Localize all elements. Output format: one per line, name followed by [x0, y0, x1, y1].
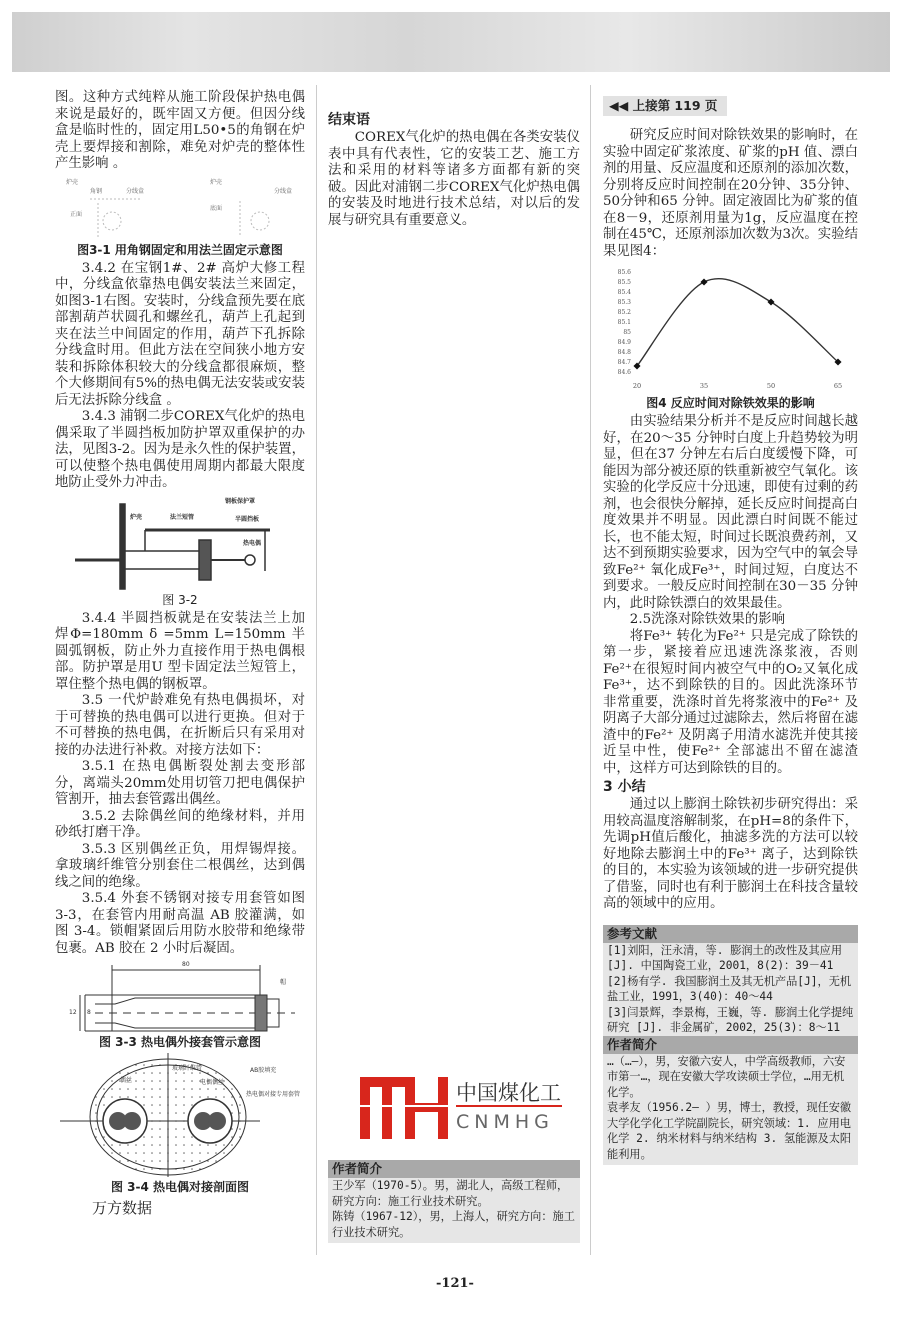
x-tick-label: 50 — [766, 382, 776, 390]
watermark-text-en: CNMHG — [456, 1111, 554, 1133]
fig-label: 热电偶对接专用套管 — [246, 1091, 301, 1098]
fig-label: 半圆挡板 — [235, 515, 260, 523]
mh-logo-mark — [360, 1077, 452, 1139]
y-tick-label: 84.9 — [617, 339, 631, 346]
page-number: -121- — [436, 1276, 474, 1291]
y-tick-label: 85 — [623, 329, 631, 336]
left-column — [55, 90, 305, 1218]
author-info-title: 作者简介 — [603, 1036, 858, 1054]
paragraph: 3.4.2 在宝钢1#、2# 高炉大修工程中，分线盒依靠热电偶安装法兰来固定，如图3-1右图。安装时，分线盒预先要在底部割葫芦状圆孔和螺丝孔，葫芦上孔起到夹在法兰中间固定的作用，葫芦下孔拆除分线盒时用。但此方法在空间狭小地方安装和拆除体积较大的分线盒都很麻烦，整个大修期间有5%的热电偶无法安装或安装后无法拆除分线盒 。 — [55, 260, 305, 408]
figure-3-3 — [69, 961, 300, 1033]
fig-label: AB胶填充 — [250, 1067, 277, 1074]
references-box — [603, 925, 858, 1166]
paragraph: 3.4.4 半圆挡板就是在安装法兰上加焊Φ=180mm δ =5mm L=150mm 半圆弧钢板，防止外力直接作用于热电偶根部。防护罩是用U 型卡固定法兰短管上，罩住整个热电偶的钢板罩。 — [55, 610, 305, 692]
figure-3-4-caption: 图 3-4 热电偶对接剖面图 — [110, 1180, 250, 1194]
figure-3-3-drawing — [75, 961, 300, 1033]
paragraph: COREX气化炉的热电偶在各类安装仪表中具有代表性，它的安装工艺、施工方法和采用的材料等诸多方面都有新的突破。因此对浦钢二步COREX气化炉热电偶的安装及时地进行技术总结，对以后的发展与研究具有重要意义。 — [328, 130, 580, 228]
figure-3-1-caption: 图3-1 用角钢固定和用法兰固定示意图 — [77, 242, 283, 257]
fig-label: 8 — [87, 1009, 91, 1016]
x-tick-label: 65 — [833, 382, 843, 390]
page-header-band — [12, 12, 890, 72]
paragraph: 3.5 一代炉龄难免有热电偶损坏，对于可替换的热电偶可以进行更换。但对于不可替换的热电偶，在折断后只有采用对接的办法进行补救。对接方法如下： — [55, 693, 305, 758]
paragraph: 将Fe³⁺ 转化为Fe²⁺ 只是完成了除铁的第一步，紧接着应迅速洗涤浆液，否则Fe²⁺在很短时间内被空气中的O₂又氧化成Fe³⁺，达不到除铁的目的。因此洗涤环节非常重要，洗涤时首先将浆液中的Fe²⁺ 及阴离子大部分通过过滤除去，然后将留在滤渣中的Fe²⁺ 及阴离子用清水滤洗并使其接近呈中性，使Fe²⁺ 全部滤出不留在滤渣中，这样方可达到除铁的目的。 — [603, 628, 858, 776]
fig-label: 炉壳 — [210, 178, 223, 186]
figure-3-1 — [60, 177, 300, 241]
fig-label: 热电偶 — [243, 539, 262, 547]
author-line: 陈铸（1967-12），男，上海人，研究方向：施工行业技术研究。 — [332, 1210, 575, 1239]
y-tick-label: 85.1 — [617, 319, 631, 326]
author-line: 王少军（1970-5）。男，湖北人，高级工程师，研究方向：施工行业技术研究。 — [332, 1179, 569, 1208]
fig-label: 帽 — [280, 979, 287, 986]
x-tick-label: 35 — [699, 382, 709, 390]
chart-figure-4 — [603, 266, 853, 394]
paragraph: 研究反应时间对除铁效果的影响时，在实验中固定矿浆浓度、矿浆的pH 值、漂白剂的用量、反应温度和还原剂的添加次数，分别将反应时间控制在20分钟、35分钟、50分钟和65 分钟。固定液固比为矿浆的值在8－9，还原剂用量为1g，反应温度在控制在45℃，还原剂添加次数为3次。实验结果见图4： — [603, 128, 858, 259]
middle-column — [328, 110, 580, 229]
fig-label: 分线盒 — [274, 187, 293, 195]
fig-label: 偶丝 — [120, 1077, 133, 1084]
figure-3-1-drawing — [60, 177, 300, 241]
author-info-title: 作者简介 — [328, 1160, 580, 1178]
series-line — [637, 279, 838, 366]
y-tick-label: 84.7 — [617, 359, 631, 366]
watermark-rule — [456, 1105, 562, 1107]
fig-label: 炉壳 — [66, 178, 79, 186]
column-divider — [316, 85, 317, 1255]
paragraph: 图。这种方式纯粹从施工阶段保护热电偶来说是最好的，既牢固又方便。但因分线盒是临时性的，固定用L50•5的角钢在炉壳上要焊接和割除，难免对炉壳的整体性产生影响 。 — [55, 90, 305, 171]
y-tick-label: 85.6 — [617, 269, 631, 276]
reference-item: [2]杨有学. 我国膨润土及其无机产品[J]，无机盐工业，1991，3(40)：40～44 — [607, 974, 852, 1003]
data-point — [767, 298, 774, 305]
author-line: 袁孝友（1956.2— ）男，博士，教授，现任安徽大学化学化工学院副院长，研究领域：1. 应用电化学 2. 纳米材料与纳米结构 3. 氢能源及太阳能利用。 — [607, 1101, 852, 1161]
fig-label: 法兰短管 — [170, 513, 195, 521]
fig-label: 分线盒 — [126, 187, 145, 195]
paragraph: 3.5.4 外套不锈钢对接专用套管如图3-3，在套管内用耐高温 AB 胶灌满，如图 3-4。锁帽紧固后用防水胶带和绝缘带包裹。AB 胶在 2 小时后凝固。 — [55, 891, 305, 956]
author-info-box — [328, 1160, 580, 1243]
right-column — [603, 96, 858, 1165]
data-point — [700, 278, 707, 285]
source-label: 万方数据 — [92, 1199, 153, 1217]
fig-label: 正面 — [70, 210, 83, 218]
watermark-text-cn: 中国煤化工 — [456, 1081, 561, 1105]
fig-label: 80 — [182, 961, 190, 968]
paragraph: 3.5.3 区别偶丝正负，用焊锡焊接。拿玻璃纤维管分别套住二根偶丝，达到偶线之间的绝缘。 — [55, 841, 305, 890]
continued-from-label — [603, 96, 727, 116]
section-heading-3: 3 小结 — [603, 779, 646, 795]
y-tick-label: 85.3 — [617, 299, 631, 306]
paragraph: 3.5.1 在热电偶断裂处割去变形部分，离端头20mm处用切管刀把电偶保护管割开，抽去套管露出偶丝。 — [55, 759, 305, 807]
y-tick-label: 84.8 — [617, 349, 631, 356]
paragraph: 3.5.2 去除偶丝间的绝缘材料，并用砂纸打磨干净。 — [55, 808, 305, 840]
reference-item: [3]闫景辉，李景梅，王巍，等. 膨润土化学提纯研究 [J]. 非金属矿，2002，25(3)：8～11 — [607, 1005, 854, 1034]
continued-text: 上接第 119 页 — [632, 98, 718, 113]
fig-label: 玻璃纤维管 — [172, 1065, 203, 1072]
paragraph: 通过以上膨润土除铁初步研究得出：采用较高温度溶解制浆，在pH=8的条件下，先调pH值后酸化，抽滤多洗的方法可以较好地除去膨润土中的Fe³⁺ 离子，达到除铁的目的，本实验为该领域的进一步研究提供了借鉴，同时也有利于膨润土在科技含量较高的领域中的应用。 — [603, 797, 858, 911]
double-left-arrow-icon: ◀◀ — [609, 98, 633, 113]
fig-label: 钢板保护罩 — [225, 497, 256, 505]
conclusion-heading: 结束语 — [328, 112, 370, 128]
fig-label: 12 — [69, 1009, 77, 1016]
section-heading-2-5: 2.5洗涤对除铁效果的影响 — [629, 612, 785, 627]
references-title: 参考文献 — [603, 925, 858, 943]
figure-3-3-caption: 图 3-3 热电偶外接套管示意图 — [98, 1035, 262, 1049]
y-tick-label: 85.4 — [617, 289, 631, 296]
reference-item: [1]刘阳，汪永清，等. 膨润土的改性及其应用[J]. 中国陶瓷工业，2001，8(2)：39－41 — [607, 943, 843, 972]
chart-title: 图4 反应时间对除铁效果的影响 — [646, 396, 815, 410]
fig-label: 炉壳 — [130, 513, 143, 521]
paragraph: 由实验结果分析并不是反应时间越长越好，在20～35 分钟时白度上升趋势较为明显，但在37 分钟左右后白度缓慢下降，可能因为部分被还原的铁重新被空气氧化。该实验的化学反应十分迅速，即使有过剩的药剂，也会很快分解掉，延长反应时间提高白度效果并不明显。因此漂白时间既不能过长，也不能太短，时间过长既浪费药剂，又达不到预期实验要求，因为空气中的氧会导致Fe²⁺ 氧化成Fe³⁺，时间过短，白度达不到要求。一般反应时间控制在30－35 分钟内，此时除铁漂白的效果最佳。 — [603, 414, 858, 611]
watermark-logo — [360, 1075, 565, 1140]
figure-3-2 — [75, 496, 290, 591]
fig-label: 电偶偶丝 — [200, 1079, 225, 1086]
fig-label: 底面 — [210, 204, 223, 212]
y-tick-label: 85.2 — [617, 309, 631, 316]
column-divider — [590, 85, 591, 1255]
figure-3-4 — [60, 1053, 300, 1178]
figure-3-2-caption: 图 3-2 — [162, 592, 198, 607]
fig-label: 角钢 — [90, 187, 103, 195]
y-tick-label: 84.6 — [617, 369, 631, 376]
author-line: …（…—），男，安徽六安人，中学高级教师，六安市第一…，现在安徽大学攻读硕士学位，…用无机化学。 — [607, 1054, 846, 1099]
paragraph: 3.4.3 浦钢二步COREX气化炉的热电偶采取了半圆挡板加防护罩双重保护的办法，见图3-2。因为是永久性的保护装置，可以使整个热电偶使用周期内都最大限度地防止受外力冲击。 — [55, 409, 305, 490]
x-tick-label: 20 — [632, 382, 642, 390]
y-tick-label: 85.5 — [617, 279, 631, 286]
